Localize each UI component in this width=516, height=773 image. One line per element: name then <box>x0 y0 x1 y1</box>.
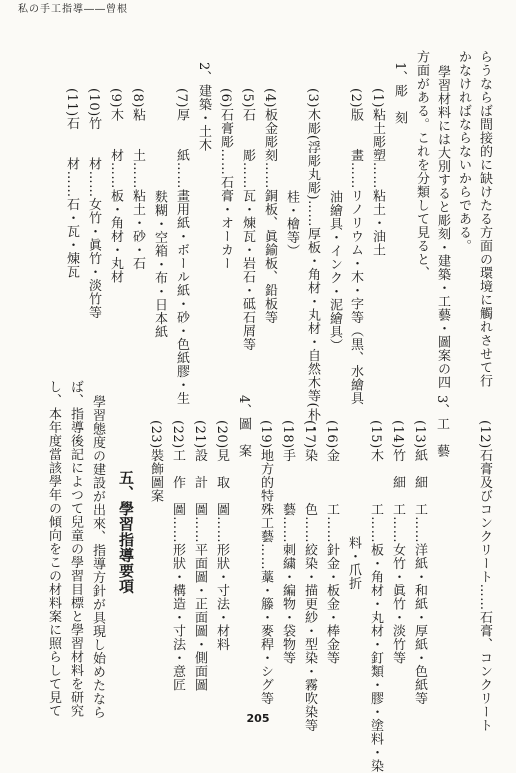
text-column-7: (2)版 畫……リノリウム・木・字等（黒、水繪具 <box>348 88 363 405</box>
text-column-34: (22)工 作 圖……形狀・構造・寸法・意匠 <box>170 420 185 692</box>
text-column-32: (20)見 取 圖……形狀・寸法・材料 <box>214 420 229 652</box>
text-column-31: 4、圖 案 <box>236 395 251 458</box>
text-column-30: (19)地方的特殊工藝……藁・籐・麥稈・シグ等 <box>258 420 273 706</box>
text-column-15: (7)厚 紙……畫用紙・ボール紙・砂・色紙膠・生 <box>174 88 189 405</box>
text-column-12: (5)石 彫……瓦・煉瓦・岩石・砥石屑等 <box>240 88 255 351</box>
text-column-23: (13)紙 細 工……洋紙・和紙・厚紙・色紙等 <box>412 420 427 706</box>
text-column-3: 學習材料には大別すると彫刻・建築・工藝・圖案の四 <box>435 65 450 389</box>
text-column-35: (23)裝飾圖案 <box>148 420 163 503</box>
text-column-26: 料・爪折 <box>346 536 361 590</box>
text-column-27: (16)金 工……針金・板金・棒金等 <box>324 420 339 665</box>
text-column-8: 油繪具・インク・泥繪具） <box>327 190 342 352</box>
text-column-14: 2、建築・土木 <box>196 62 211 152</box>
text-column-4: 方面がある。これを分類して見ると、 <box>414 50 429 280</box>
text-column-36: 五、學習指導要項 <box>117 470 135 594</box>
text-column-9: (3)木彫(浮彫丸彫)……厚板・角材・丸材・自然木等(朴・ <box>305 88 320 436</box>
text-column-21: (12)石膏及びコンクリート……石膏、コンクリート <box>477 420 492 733</box>
text-column-16: 麩糊・空箱・布・日本紙 <box>152 190 167 339</box>
text-column-33: (21)設 計 圖……平面圖・正面圖・側面圖 <box>192 420 207 692</box>
text-column-1: らうならば間接的に缺けたる方面の環境に觸れさせて行 <box>477 50 492 388</box>
text-column-18: (9)木 材……板・角材・丸材 <box>108 88 123 284</box>
text-column-2: かなければならないからである。 <box>456 50 471 253</box>
text-column-39: し、本年度當該學年の傾向をこの材料案に照らして見て <box>46 380 61 718</box>
text-column-24: (14)竹 細 工……女竹・眞竹・淡竹等 <box>390 420 405 665</box>
page-number: 205 <box>246 712 270 725</box>
text-column-37: 學習態度の建設が出來、指導方針が具現し始めたなら <box>90 395 105 719</box>
text-column-19: (10)竹 材……女竹・眞竹・淡竹等 <box>86 88 101 320</box>
text-column-5: 1、彫 刻 <box>392 62 407 125</box>
text-column-38: ば、指導後記によつて兒童の學習目標と學習材料を研究 <box>68 380 83 718</box>
text-column-28: (17)染 色……絞染・描更紗・型染・霧吹染等 <box>302 420 317 733</box>
text-column-13: (6)石膏彫……石膏・オーカー <box>218 88 233 270</box>
text-column-29: (18)手 藝……刺繍・編物・袋物等 <box>280 420 295 665</box>
running-header: 私の手工指導――曾根 <box>18 4 128 15</box>
text-column-20: (11)石 材……石・瓦・煉瓦 <box>64 88 79 279</box>
text-column-10: 桂・檜等） <box>284 190 299 258</box>
text-column-22: 3、工 藝 <box>434 395 449 458</box>
text-column-17: (8)粘 土……粘土・砂・石 <box>130 88 145 270</box>
text-column-25: (15)木 工……板・角材・丸材・釘類・膠・塗料・染 <box>368 420 383 773</box>
text-column-11: (4)板金彫刻……銅板、眞鍮板、鉛板等 <box>262 88 277 324</box>
text-column-6: (1)粘土彫塑……粘土・油土 <box>370 88 385 257</box>
